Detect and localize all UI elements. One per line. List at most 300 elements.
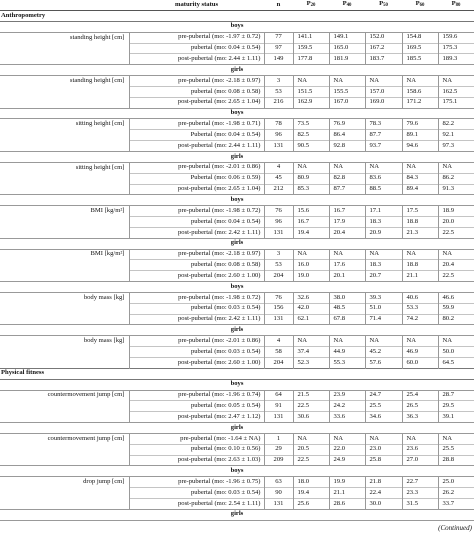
p50-cell: 183.7 [365, 54, 402, 65]
measure-label: standing height [cm] [69, 33, 125, 41]
p80-cell: 20.4 [438, 260, 474, 271]
table-row [0, 477, 474, 488]
n-cell: 1 [264, 433, 293, 444]
p80-cell: 64.5 [438, 358, 474, 369]
measure-label: BMI [kg/m²] [90, 207, 125, 215]
p50-cell: 18.3 [365, 217, 402, 228]
p40-cell: 48.5 [329, 303, 365, 314]
p80-cell: 59.9 [438, 303, 474, 314]
p40-cell: 17.6 [329, 260, 365, 271]
header-p20: $P_{20}$ [293, 0, 329, 11]
measure-label: countermovement jump [cm] [47, 434, 125, 442]
table-row [0, 433, 474, 444]
n-cell: 204 [264, 358, 293, 369]
p40-cell: 55.3 [329, 358, 365, 369]
p60-cell: 40.6 [402, 292, 438, 303]
maturity-cell: pre-pubertal (mo: -1.98 ± 0.71) [129, 119, 264, 130]
p50-cell: 157.0 [365, 86, 402, 97]
p80-cell: 39.1 [438, 412, 474, 423]
table-row [0, 206, 474, 217]
p50-cell: 18.3 [365, 260, 402, 271]
maturity-cell: pubertal (mo: 0.04 ± 0.54) [129, 43, 264, 54]
table-row [0, 76, 474, 87]
p50-cell: 34.6 [365, 412, 402, 423]
p20-cell: 25.6 [293, 498, 329, 509]
p40-cell: 82.8 [329, 173, 365, 184]
table-row [0, 43, 474, 54]
measure-label: sitting height [cm] [75, 163, 125, 171]
measure-label [0, 488, 129, 499]
p20-cell: 90.5 [293, 141, 329, 152]
p40-cell: 20.1 [329, 271, 365, 282]
p50-cell: 152.0 [365, 32, 402, 43]
table-row [0, 227, 474, 238]
group-label: boys [0, 108, 474, 119]
group-row [0, 509, 474, 520]
p40-cell: 76.9 [329, 119, 365, 130]
n-cell: 91 [264, 401, 293, 412]
table-row [0, 347, 474, 358]
table-row [0, 358, 474, 369]
p60-cell: 31.5 [402, 498, 438, 509]
section-title: Anthropometry [0, 11, 474, 22]
table-row [0, 141, 474, 152]
header-p60: $P_{60}$ [402, 0, 438, 11]
p60-cell: 22.7 [402, 477, 438, 488]
p80-cell: NA [438, 76, 474, 87]
maturity-cell: pubertal (mo: 0.03 ± 0.54) [129, 347, 264, 358]
p50-cell: 39.3 [365, 292, 402, 303]
p50-cell: NA [365, 249, 402, 260]
maturity-cell: pubertal (mo: 0.05 ± 0.54) [129, 401, 264, 412]
p50-cell: 21.8 [365, 477, 402, 488]
p20-cell: 82.5 [293, 130, 329, 141]
maturity-cell: pre-pubertal (mo: -1.96 ± 0.74) [129, 390, 264, 401]
p60-cell: 53.3 [402, 303, 438, 314]
p40-cell: 22.0 [329, 444, 365, 455]
group-label: boys [0, 195, 474, 206]
p20-cell: 141.1 [293, 32, 329, 43]
p60-cell: NA [402, 336, 438, 347]
n-cell: 96 [264, 217, 293, 228]
p50-cell: 51.0 [365, 303, 402, 314]
measure-label [0, 227, 129, 238]
p60-cell: 84.3 [402, 173, 438, 184]
p60-cell: 74.2 [402, 314, 438, 325]
p50-cell: NA [365, 76, 402, 87]
p80-cell: NA [438, 162, 474, 173]
p60-cell: 18.8 [402, 217, 438, 228]
p80-cell: 86.2 [438, 173, 474, 184]
section-row [0, 368, 474, 379]
p20-cell: 22.5 [293, 455, 329, 466]
p20-cell: 20.5 [293, 444, 329, 455]
p50-cell: 45.2 [365, 347, 402, 358]
p50-cell: 167.2 [365, 43, 402, 54]
table-row [0, 444, 474, 455]
table-row [0, 401, 474, 412]
p60-cell: 171.2 [402, 97, 438, 108]
p20-cell: 19.4 [293, 488, 329, 499]
measure-label: body mass [kg] [83, 293, 125, 301]
p80-cell: 175.3 [438, 43, 474, 54]
n-cell: 131 [264, 498, 293, 509]
measure-label: countermovement jump [cm] [47, 391, 125, 399]
maturity-cell: pubertal (mo: 0.04 ± 0.54) [129, 217, 264, 228]
maturity-cell: pre-pubertal (mo: -2.18 ± 0.97) [129, 76, 264, 87]
table-row [0, 498, 474, 509]
p20-cell: NA [293, 433, 329, 444]
p80-cell: 22.5 [438, 271, 474, 282]
maturity-cell: post-pubertal (mo: 2.65 ± 1.04) [129, 97, 264, 108]
p80-cell: 20.0 [438, 217, 474, 228]
group-label: boys [0, 466, 474, 477]
p50-cell: 25.8 [365, 455, 402, 466]
header-maturity: maturity status [129, 0, 264, 11]
group-row [0, 151, 474, 162]
table-row [0, 336, 474, 347]
p40-cell: 92.8 [329, 141, 365, 152]
n-cell: 3 [264, 76, 293, 87]
p40-cell: 28.6 [329, 498, 365, 509]
p20-cell: 16.0 [293, 260, 329, 271]
header-p40: $P_{40}$ [329, 0, 365, 11]
header-p50: $P_{50}$ [365, 0, 402, 11]
p50-cell: 88.5 [365, 184, 402, 195]
p80-cell: 29.5 [438, 401, 474, 412]
p20-cell: 18.0 [293, 477, 329, 488]
table-row [0, 412, 474, 423]
p40-cell: 155.5 [329, 86, 365, 97]
n-cell: 212 [264, 184, 293, 195]
measure-label [0, 358, 129, 369]
p80-cell: 28.8 [438, 455, 474, 466]
measure-label [0, 130, 129, 141]
p60-cell: NA [402, 76, 438, 87]
p20-cell: 37.4 [293, 347, 329, 358]
p80-cell: 80.2 [438, 314, 474, 325]
p20-cell: 22.5 [293, 401, 329, 412]
p20-cell: 151.5 [293, 86, 329, 97]
p40-cell: NA [329, 162, 365, 173]
p60-cell: 94.6 [402, 141, 438, 152]
p60-cell: 185.5 [402, 54, 438, 65]
p60-cell: 26.5 [402, 401, 438, 412]
measure-label: BMI [kg/m²] [90, 250, 125, 258]
group-row [0, 379, 474, 390]
maturity-cell: Pubertal (mo: 0.04 ± 0.54) [129, 130, 264, 141]
group-label: boys [0, 21, 474, 32]
p50-cell: 25.5 [365, 401, 402, 412]
measure-label [0, 498, 129, 509]
table-row [0, 184, 474, 195]
p60-cell: NA [402, 433, 438, 444]
n-cell: 90 [264, 488, 293, 499]
n-cell: 58 [264, 347, 293, 358]
p80-cell: 18.9 [438, 206, 474, 217]
n-cell: 131 [264, 314, 293, 325]
measure-label [0, 314, 129, 325]
table-row [0, 162, 474, 173]
p50-cell: 20.9 [365, 227, 402, 238]
group-label: boys [0, 282, 474, 293]
group-label: boys [0, 379, 474, 390]
maturity-cell: post-pubertal (mo: 2.60 ± 1.00) [129, 271, 264, 282]
maturity-cell: pre-pubertal (mo: -1.97 ± 0.72) [129, 32, 264, 43]
p80-cell: NA [438, 433, 474, 444]
group-label: girls [0, 325, 474, 336]
p50-cell: 57.6 [365, 358, 402, 369]
table-row [0, 119, 474, 130]
n-cell: 3 [264, 249, 293, 260]
measure-label [0, 260, 129, 271]
table-body [0, 11, 474, 521]
p60-cell: 25.4 [402, 390, 438, 401]
n-cell: 131 [264, 141, 293, 152]
table-row [0, 86, 474, 97]
p40-cell: 16.7 [329, 206, 365, 217]
p50-cell: 83.6 [365, 173, 402, 184]
table-row [0, 54, 474, 65]
p40-cell: NA [329, 336, 365, 347]
group-label: girls [0, 423, 474, 434]
measure-label [0, 271, 129, 282]
p20-cell: 80.9 [293, 173, 329, 184]
n-cell: 131 [264, 412, 293, 423]
maturity-cell: pre-pubertal (mo: -1.98 ± 0.72) [129, 206, 264, 217]
p80-cell: 22.5 [438, 227, 474, 238]
group-label: girls [0, 65, 474, 76]
n-cell: 96 [264, 130, 293, 141]
measure-label [0, 141, 129, 152]
n-cell: 29 [264, 444, 293, 455]
p60-cell: NA [402, 249, 438, 260]
p80-cell: 25.5 [438, 444, 474, 455]
n-cell: 53 [264, 260, 293, 271]
p80-cell: 92.1 [438, 130, 474, 141]
measure-label: drop jump [cm] [83, 478, 125, 486]
table-row [0, 32, 474, 43]
p60-cell: 169.5 [402, 43, 438, 54]
maturity-cell: pubertal (mo: 0.08 ± 0.58) [129, 260, 264, 271]
table-row [0, 217, 474, 228]
measure-label [0, 217, 129, 228]
p60-cell: 21.1 [402, 271, 438, 282]
maturity-cell: pre-pubertal (mo: -1.96 ± 0.75) [129, 477, 264, 488]
p60-cell: 46.9 [402, 347, 438, 358]
header-p80: $P_{80}$ [438, 0, 474, 11]
n-cell: 4 [264, 162, 293, 173]
n-cell: 156 [264, 303, 293, 314]
header-n: n [264, 0, 293, 11]
p50-cell: NA [365, 433, 402, 444]
maturity-cell: pre-pubertal (mo: -2.01 ± 0.86) [129, 336, 264, 347]
maturity-cell: post-pubertal (mo: 2.42 ± 1.11) [129, 314, 264, 325]
n-cell: 204 [264, 271, 293, 282]
p40-cell: 24.9 [329, 455, 365, 466]
n-cell: 149 [264, 54, 293, 65]
group-row [0, 423, 474, 434]
p60-cell: 89.1 [402, 130, 438, 141]
n-cell: 216 [264, 97, 293, 108]
p80-cell: 28.7 [438, 390, 474, 401]
p40-cell: 33.6 [329, 412, 365, 423]
p60-cell: NA [402, 162, 438, 173]
table-row [0, 173, 474, 184]
measure-label [0, 54, 129, 65]
p60-cell: 60.0 [402, 358, 438, 369]
maturity-cell: Pubertal (mo: 0.06 ± 0.59) [129, 173, 264, 184]
p40-cell: 165.0 [329, 43, 365, 54]
section-row [0, 11, 474, 22]
p20-cell: NA [293, 249, 329, 260]
maturity-cell: pubertal (mo: 0.08 ± 0.58) [129, 86, 264, 97]
p20-cell: 52.3 [293, 358, 329, 369]
maturity-cell: post-pubertal (mo: 2.54 ± 1.11) [129, 498, 264, 509]
p40-cell: 23.9 [329, 390, 365, 401]
p40-cell: 181.9 [329, 54, 365, 65]
maturity-cell: pubertal (mo: 0.03 ± 0.54) [129, 488, 264, 499]
p20-cell: 32.6 [293, 292, 329, 303]
n-cell: 45 [264, 173, 293, 184]
p20-cell: 159.5 [293, 43, 329, 54]
measure-label: sitting height [cm] [75, 120, 125, 128]
p20-cell: 177.8 [293, 54, 329, 65]
p20-cell: 162.9 [293, 97, 329, 108]
p80-cell: 91.3 [438, 184, 474, 195]
p40-cell: NA [329, 76, 365, 87]
p20-cell: 42.0 [293, 303, 329, 314]
table-row [0, 271, 474, 282]
p50-cell: 20.7 [365, 271, 402, 282]
p40-cell: 44.9 [329, 347, 365, 358]
p80-cell: NA [438, 336, 474, 347]
table-row [0, 260, 474, 271]
measure-label [0, 401, 129, 412]
p20-cell: NA [293, 336, 329, 347]
measure-label [0, 455, 129, 466]
table-row [0, 488, 474, 499]
p80-cell: 82.2 [438, 119, 474, 130]
p80-cell: 97.3 [438, 141, 474, 152]
group-row [0, 238, 474, 249]
maturity-cell: pubertal (mo: 0.10 ± 0.56) [129, 444, 264, 455]
p40-cell: 19.9 [329, 477, 365, 488]
p60-cell: 89.4 [402, 184, 438, 195]
p40-cell: 86.4 [329, 130, 365, 141]
p50-cell: 169.0 [365, 97, 402, 108]
header-blank [0, 0, 129, 11]
group-label: girls [0, 238, 474, 249]
table-row [0, 455, 474, 466]
group-row [0, 325, 474, 336]
maturity-cell: pre-pubertal (mo: -2.01 ± 0.86) [129, 162, 264, 173]
maturity-cell: post-pubertal (mo: 2.60 ± 1.00) [129, 358, 264, 369]
p20-cell: 19.4 [293, 227, 329, 238]
p80-cell: 33.7 [438, 498, 474, 509]
p40-cell: 67.8 [329, 314, 365, 325]
table-header [0, 0, 474, 11]
n-cell: 209 [264, 455, 293, 466]
p60-cell: 79.6 [402, 119, 438, 130]
p50-cell: NA [365, 336, 402, 347]
p80-cell: 50.0 [438, 347, 474, 358]
measure-label [0, 173, 129, 184]
n-cell: 131 [264, 227, 293, 238]
p20-cell: NA [293, 76, 329, 87]
table-row [0, 303, 474, 314]
p60-cell: 21.3 [402, 227, 438, 238]
measure-label [0, 303, 129, 314]
measure-label [0, 86, 129, 97]
maturity-cell: post-pubertal (mo: 2.47 ± 1.12) [129, 412, 264, 423]
table-row [0, 390, 474, 401]
p80-cell: 25.0 [438, 477, 474, 488]
p50-cell: 23.0 [365, 444, 402, 455]
maturity-cell: post-pubertal (mo: 2.65 ± 1.04) [129, 184, 264, 195]
maturity-cell: post-pubertal (mo: 2.44 ± 1.11) [129, 54, 264, 65]
p80-cell: 162.5 [438, 86, 474, 97]
p50-cell: 17.1 [365, 206, 402, 217]
p50-cell: 93.7 [365, 141, 402, 152]
n-cell: 64 [264, 390, 293, 401]
section-title: Physical fitness [0, 368, 474, 379]
table-row [0, 292, 474, 303]
p60-cell: 23.3 [402, 488, 438, 499]
maturity-cell: post-pubertal (mo: 2.42 ± 1.11) [129, 227, 264, 238]
p50-cell: 71.4 [365, 314, 402, 325]
p60-cell: 27.0 [402, 455, 438, 466]
n-cell: 63 [264, 477, 293, 488]
table-row [0, 97, 474, 108]
n-cell: 76 [264, 206, 293, 217]
measure-label [0, 444, 129, 455]
maturity-cell: pre-pubertal (mo: -1.98 ± 0.72) [129, 292, 264, 303]
p80-cell: NA [438, 249, 474, 260]
p20-cell: 85.3 [293, 184, 329, 195]
p40-cell: 149.1 [329, 32, 365, 43]
group-row [0, 108, 474, 119]
p50-cell: NA [365, 162, 402, 173]
p60-cell: 23.6 [402, 444, 438, 455]
p50-cell: 24.7 [365, 390, 402, 401]
group-label: girls [0, 151, 474, 162]
measure-label: standing height [cm] [69, 76, 125, 84]
p20-cell: 15.6 [293, 206, 329, 217]
p60-cell: 36.3 [402, 412, 438, 423]
p80-cell: 46.6 [438, 292, 474, 303]
p20-cell: 30.6 [293, 412, 329, 423]
maturity-cell: post-pubertal (mo: 2.44 ± 1.11) [129, 141, 264, 152]
p80-cell: 26.2 [438, 488, 474, 499]
continued-note: (Continued) [438, 524, 472, 532]
p20-cell: 21.5 [293, 390, 329, 401]
table-row [0, 130, 474, 141]
p50-cell: 87.7 [365, 130, 402, 141]
p80-cell: 189.3 [438, 54, 474, 65]
n-cell: 97 [264, 43, 293, 54]
group-row [0, 21, 474, 32]
maturity-cell: pre-pubertal (mo: -2.18 ± 0.97) [129, 249, 264, 260]
p60-cell: 18.8 [402, 260, 438, 271]
p40-cell: 17.9 [329, 217, 365, 228]
group-row [0, 282, 474, 293]
group-label: girls [0, 509, 474, 520]
p40-cell: 21.1 [329, 488, 365, 499]
measure-label [0, 97, 129, 108]
p20-cell: 19.0 [293, 271, 329, 282]
p60-cell: 158.6 [402, 86, 438, 97]
